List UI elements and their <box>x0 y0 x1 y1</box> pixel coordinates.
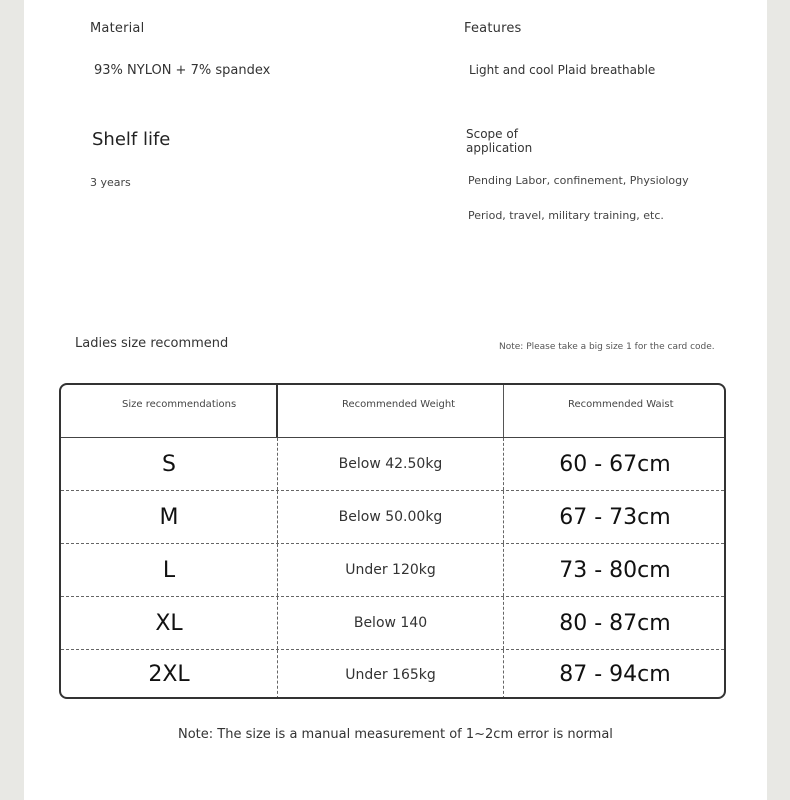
size-cell: S <box>61 438 278 490</box>
features-value: Light and cool Plaid breathable <box>469 63 656 77</box>
table-row <box>61 650 724 699</box>
weight-cell: Below 42.50kg <box>278 438 504 490</box>
header-waist: Recommended Waist <box>568 399 674 410</box>
size-footnote: Note: The size is a manual measurement of 1~2cm error is normal <box>178 727 613 742</box>
size-table <box>59 383 726 699</box>
table-row <box>61 544 724 597</box>
size-section-title: Ladies size recommend <box>75 336 229 351</box>
waist-cell: 60 - 67cm <box>559 451 671 477</box>
weight-cell: Below 140 <box>278 597 504 649</box>
header-size: Size recommendations <box>61 385 278 437</box>
size-cell: L <box>61 544 278 596</box>
scope-line-2: Period, travel, military training, etc. <box>468 209 664 222</box>
features-label: Features <box>464 21 522 36</box>
waist-cell: 73 - 80cm <box>559 557 671 583</box>
table-row <box>61 597 724 650</box>
shelf-life-label: Shelf life <box>92 129 171 150</box>
weight-cell: Below 50.00kg <box>278 491 504 543</box>
size-cell: 2XL <box>61 650 278 699</box>
material-value: 93% NYLON + 7% spandex <box>94 63 271 78</box>
waist-cell: 67 - 73cm <box>559 504 671 530</box>
table-header <box>61 385 724 438</box>
weight-cell: Under 120kg <box>278 544 504 596</box>
scope-label: Scope of application <box>466 127 533 155</box>
waist-cell: 80 - 87cm <box>559 610 671 636</box>
shelf-life-value: 3 years <box>90 176 131 189</box>
size-cell: M <box>61 491 278 543</box>
header-weight: Recommended Weight <box>278 385 504 437</box>
weight-cell: Under 165kg <box>278 650 504 699</box>
table-row <box>61 438 724 491</box>
waist-cell: 87 - 94cm <box>559 662 671 687</box>
size-cell: XL <box>61 597 278 649</box>
size-note: Note: Please take a big size 1 for the card code. <box>499 342 715 352</box>
scope-line-1: Pending Labor, confinement, Physiology <box>468 174 689 187</box>
material-label: Material <box>90 21 145 36</box>
table-row <box>61 491 724 544</box>
